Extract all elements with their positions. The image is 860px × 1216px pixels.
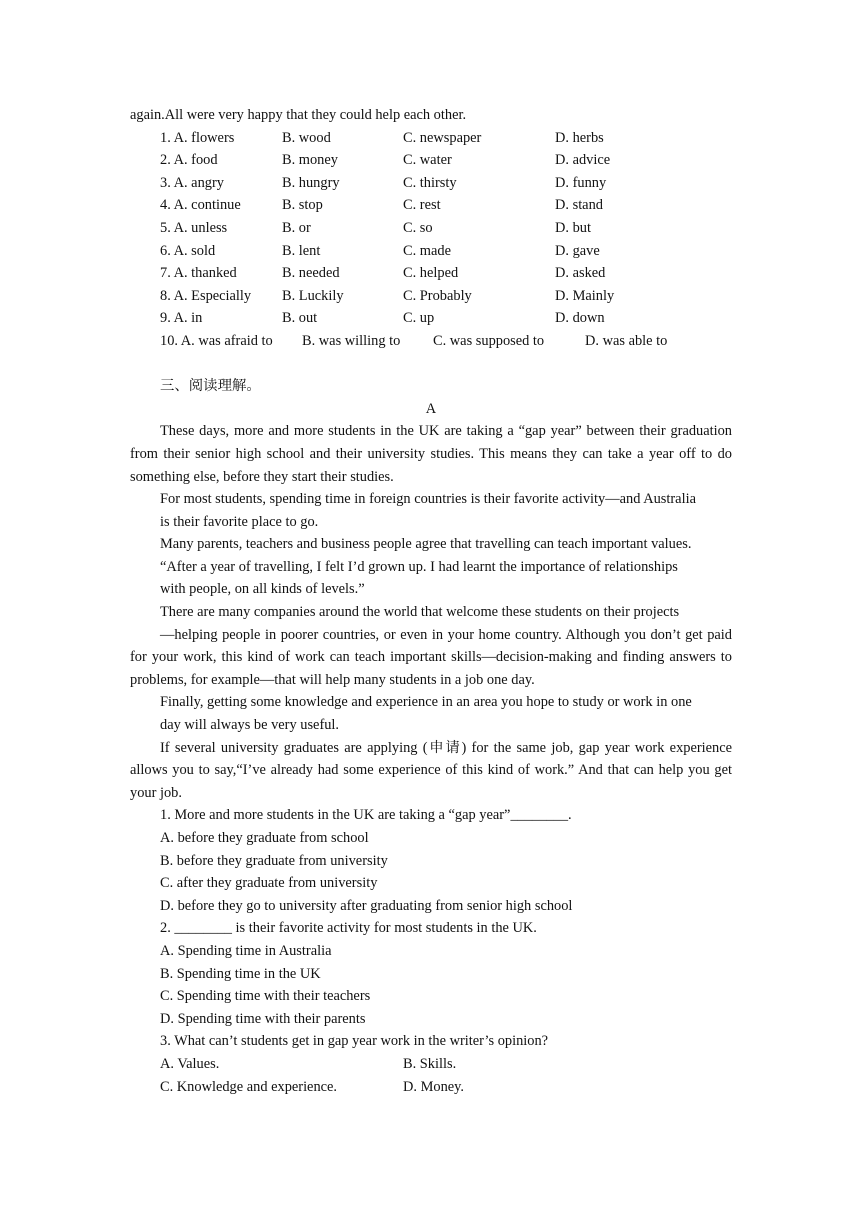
option-b: B. needed bbox=[282, 265, 340, 282]
option-d: D. herbs bbox=[555, 129, 604, 146]
option-d: D. advice bbox=[555, 152, 611, 169]
passage-paragraph: —helping people in poorer countries, or even in your home country. Although you don’t get paid for your work, this kind of work can teach important skills—decision-making and finding answers to problems, for example—that will help many students in a job one day. bbox=[130, 626, 732, 688]
answer-option: D. Spending time with their parents bbox=[160, 1010, 366, 1027]
cloze-option-row bbox=[130, 330, 732, 353]
passage-quote: with people, on all kinds of levels.” bbox=[160, 581, 365, 598]
option-a: 5. A. unless bbox=[160, 219, 228, 236]
option-d: D. gave bbox=[555, 242, 600, 259]
option-b: B. out bbox=[282, 310, 318, 327]
option-d: D. stand bbox=[555, 197, 603, 214]
option-a: 6. A. sold bbox=[160, 242, 216, 259]
option-a: 2. A. food bbox=[160, 152, 218, 169]
option-c: C. so bbox=[403, 219, 433, 236]
option-b: B. wood bbox=[282, 129, 331, 146]
cloze-options bbox=[130, 127, 732, 353]
passage-paragraph: Many parents, teachers and business people agree that travelling can teach important values. bbox=[160, 536, 692, 553]
answer-option-row bbox=[130, 1053, 732, 1076]
option-d: D. was able to bbox=[585, 332, 668, 349]
option-c: C. up bbox=[403, 310, 435, 327]
passage-paragraph: If several university graduates are applying (申请) for the same job, gap year work experience allows you to say,“I’ve already had some experience of this kind of work.” And that can help you get your job. bbox=[130, 739, 732, 801]
option-a: 9. A. in bbox=[160, 310, 203, 327]
question-3: 3. What can’t students get in gap year work in the writer’s opinion? bbox=[160, 1033, 549, 1050]
option-c: C. was supposed to bbox=[433, 332, 545, 349]
passage-paragraph: day will always be very useful. bbox=[160, 717, 340, 734]
answer-option: C. Spending time with their teachers bbox=[160, 988, 371, 1005]
option-b: B. hungry bbox=[282, 174, 340, 191]
answer-option: B. Spending time in the UK bbox=[160, 965, 321, 982]
question-2: 2. ________ is their favorite activity for most students in the UK. bbox=[160, 920, 537, 937]
answer-option: A. Spending time in Australia bbox=[160, 942, 332, 959]
intro-tail-text: again.All were very happy that they could help each other. bbox=[130, 107, 467, 123]
answer-option: D. before they go to university after graduating from senior high school bbox=[160, 897, 573, 914]
answer-option-row bbox=[130, 1076, 732, 1099]
option-c: C. newspaper bbox=[403, 129, 482, 146]
cloze-option-row bbox=[130, 217, 732, 240]
option-c: C. helped bbox=[403, 265, 459, 282]
option-b: B. lent bbox=[282, 242, 321, 259]
passage-quote: “After a year of travelling, I felt I’d grown up. I had learnt the importance of relationships bbox=[160, 558, 678, 575]
option-d: D. asked bbox=[555, 265, 606, 282]
spacer bbox=[130, 353, 732, 376]
answer-option: A. Values. bbox=[160, 1055, 220, 1072]
option-c: C. rest bbox=[403, 197, 441, 214]
option-b: B. money bbox=[282, 152, 338, 169]
option-c: C. water bbox=[403, 152, 452, 169]
cloze-option-row bbox=[130, 307, 732, 330]
answer-option: C. after they graduate from university bbox=[160, 875, 378, 892]
cloze-option-row bbox=[130, 127, 732, 150]
cloze-option-row bbox=[130, 149, 732, 172]
option-a: 10. A. was afraid to bbox=[160, 332, 273, 349]
option-a: 3. A. angry bbox=[160, 174, 224, 191]
cloze-option-row bbox=[130, 172, 732, 195]
section-title: 三、阅读理解。 bbox=[160, 378, 261, 395]
option-c: C. Probably bbox=[403, 287, 472, 304]
passage-paragraph: For most students, spending time in foreign countries is their favorite activity—and Australia bbox=[160, 491, 696, 508]
option-b: B. or bbox=[282, 219, 311, 236]
question-1: 1. More and more students in the UK are taking a “gap year”________. bbox=[160, 807, 572, 824]
option-a: 1. A. flowers bbox=[160, 129, 235, 146]
answer-option: B. Skills. bbox=[403, 1055, 457, 1072]
cloze-option-row bbox=[130, 194, 732, 217]
option-d: D. down bbox=[555, 310, 605, 327]
option-d: D. Mainly bbox=[555, 287, 615, 304]
option-b: B. was willing to bbox=[302, 332, 401, 349]
passage-paragraph: Finally, getting some knowledge and experience in an area you hope to study or work in one bbox=[160, 694, 692, 711]
answer-option: C. Knowledge and experience. bbox=[160, 1078, 338, 1095]
cloze-option-row bbox=[130, 240, 732, 263]
answer-option: A. before they graduate from school bbox=[160, 830, 369, 846]
answer-option: B. before they graduate from university bbox=[160, 852, 388, 869]
passage-paragraph: These days, more and more students in the UK are taking a “gap year” between their graduation from their senior high school and their university studies. This means they can take a year off to do something else, before they start their studies. bbox=[130, 423, 732, 485]
passage-paragraph: There are many companies around the world that welcome these students on their projects bbox=[160, 604, 680, 621]
option-d: D. funny bbox=[555, 174, 607, 191]
option-d: D. but bbox=[555, 219, 591, 236]
questions bbox=[130, 804, 732, 1098]
option-c: C. thirsty bbox=[403, 174, 457, 191]
cloze-option-row bbox=[130, 262, 732, 285]
reading-passage bbox=[130, 420, 732, 804]
page-content bbox=[130, 104, 732, 1098]
option-c: C. made bbox=[403, 242, 451, 259]
option-b: B. Luckily bbox=[282, 287, 344, 304]
option-a: 4. A. continue bbox=[160, 197, 241, 214]
answer-option: D. Money. bbox=[403, 1078, 465, 1095]
passage-paragraph: is their favorite place to go. bbox=[160, 513, 319, 530]
option-a: 8. A. Especially bbox=[160, 287, 252, 304]
option-b: B. stop bbox=[282, 197, 323, 214]
option-a: 7. A. thanked bbox=[160, 265, 237, 282]
cloze-option-row bbox=[130, 285, 732, 308]
passage-label: A bbox=[425, 400, 437, 417]
